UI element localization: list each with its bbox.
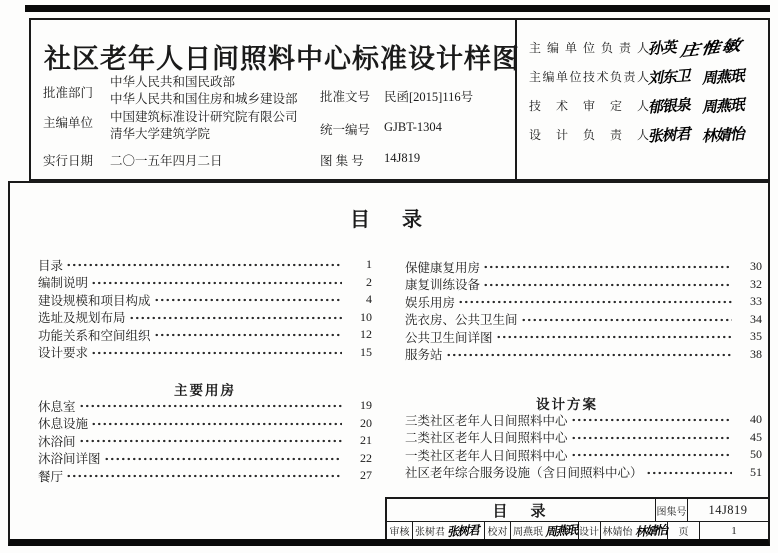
toc-page-number: 27 <box>360 468 372 483</box>
toc-dot-leader <box>571 449 732 461</box>
handwritten-signature: 刘东卫 <box>647 68 693 88</box>
toc-item-title: 保健康复用房 <box>405 260 481 275</box>
field-value-atlas-no: 14J819 <box>384 151 421 165</box>
credit-role-designer: 设计 <box>578 522 600 539</box>
toc-page-number: 30 <box>750 259 762 274</box>
toc-dot-leader <box>91 276 342 288</box>
handwritten-signature: 周燕珉 <box>701 68 747 88</box>
field-value-approval-dept <box>110 74 298 108</box>
toc-item <box>38 467 372 485</box>
toc-page-number: 35 <box>750 329 762 344</box>
toc-page-number: 20 <box>360 415 372 430</box>
toc-item-title: 三类社区老年人日间照料中心 <box>405 413 568 428</box>
toc-dot-leader <box>154 329 342 341</box>
toc-dot-leader <box>104 452 342 464</box>
toc-page-number: 45 <box>750 429 762 444</box>
sheet-title: 目 录 <box>492 502 550 520</box>
toc-page-number: 2 <box>366 274 372 289</box>
toc-item <box>38 274 372 292</box>
field-label-approval-dept: 批准部门 <box>43 86 94 100</box>
toc-page-number: 33 <box>750 294 762 309</box>
field-label-unified-no: 统一编号 <box>320 123 371 137</box>
toc-dot-leader <box>79 435 342 447</box>
toc-dot-leader <box>646 466 732 478</box>
field-label-atlas-no: 图 集 号 <box>320 154 364 168</box>
page-number-value: 1 <box>699 522 768 539</box>
toc-item <box>405 464 762 482</box>
toc-item <box>405 446 762 464</box>
credit-role-reviewer: 审核 <box>389 527 410 538</box>
toc-item-title: 二类社区老年人日间照料中心 <box>405 431 568 446</box>
toc-item-title: 功能关系和空间组织 <box>38 328 151 343</box>
toc-item <box>38 256 372 274</box>
approval-dept-line1: 中华人民共和国民政部 <box>110 75 236 89</box>
toc-item <box>38 344 372 362</box>
toc-item-title: 娱乐用房 <box>405 295 456 310</box>
toc-item <box>405 276 762 294</box>
toc-dot-leader <box>91 417 342 429</box>
chief-editor-line1: 中国建筑标准设计研究院有限公司 <box>110 110 298 124</box>
handwritten-signature: 孙英 <box>647 39 679 59</box>
toc-dot-leader <box>496 331 732 343</box>
chief-editor-line2: 清华大学建筑学院 <box>110 127 211 141</box>
toc-item <box>405 328 762 346</box>
toc-item <box>405 411 762 429</box>
field-value-unified-no: GJBT-1304 <box>384 120 442 134</box>
toc-item <box>405 258 762 276</box>
toc-dot-leader <box>79 400 342 412</box>
toc-page-number: 34 <box>750 311 762 326</box>
credit-name: 林婧怡 <box>602 527 633 538</box>
toc-left-column <box>38 256 372 485</box>
document-title: 社区老年人日间照料中心标准设计样图 <box>44 44 520 74</box>
credit-name: 张树君 <box>415 527 445 538</box>
credit-name-cell <box>510 522 578 539</box>
field-value-approval-no: 民函[2015]116号 <box>384 90 474 104</box>
toc-dot-leader <box>458 296 732 308</box>
toc-item-title: 休息室 <box>38 399 76 414</box>
toc-item-title: 目录 <box>38 258 64 273</box>
signature-role-label: 技术审定人 <box>529 99 649 113</box>
toc-page-number: 1 <box>366 257 372 272</box>
toc-item-title: 洗衣房、公共卫生间 <box>405 313 518 328</box>
toc-item <box>405 293 762 311</box>
toc-dot-leader <box>91 346 342 358</box>
toc-item <box>38 326 372 344</box>
toc-page-number: 15 <box>360 344 372 359</box>
toc-dot-leader <box>483 278 732 290</box>
signature-role-label: 主编单位负责人 <box>529 41 649 55</box>
toc-page-number: 12 <box>360 327 372 342</box>
title-block-top-row <box>387 499 768 522</box>
approval-dept-line2: 中华人民共和国住房和城乡建设部 <box>110 92 298 106</box>
toc-item-title: 沐浴间 <box>38 434 76 449</box>
toc-page-number: 51 <box>750 464 762 479</box>
toc-dot-leader <box>154 294 342 306</box>
credit-name-cell <box>600 522 668 539</box>
handwritten-signature: 郁银泉 <box>647 97 693 117</box>
toc-page-number: 4 <box>366 292 372 307</box>
title-block-credits-row <box>387 522 768 539</box>
toc-item-title: 编制说明 <box>38 276 89 291</box>
header-approval-panel <box>31 20 520 179</box>
toc-page-number: 10 <box>360 309 372 324</box>
signature-row <box>529 62 762 91</box>
handwritten-signature: 张树君 <box>647 126 693 146</box>
toc-page-number: 21 <box>360 433 372 448</box>
credit-name-cell <box>412 522 484 539</box>
toc-item-title: 餐厅 <box>38 469 64 484</box>
toc-dot-leader <box>483 261 732 273</box>
toc-item-title: 沐浴间详图 <box>38 452 101 467</box>
signature-row <box>529 33 762 62</box>
toc-item <box>38 309 372 327</box>
field-label-chief-editor: 主编单位 <box>43 116 94 130</box>
toc-item-title: 建设规模和项目构成 <box>38 293 151 308</box>
handwritten-signature: 林婧怡 <box>701 126 747 146</box>
field-label-effective-date: 实行日期 <box>43 154 94 168</box>
content-frame <box>8 181 770 546</box>
toc-dot-leader <box>571 431 732 443</box>
toc-page-number: 38 <box>750 346 762 361</box>
toc-item <box>38 450 372 468</box>
toc-dot-leader <box>571 414 732 426</box>
page-label: 页 <box>667 522 699 539</box>
handwritten-signature: 周燕珉 <box>701 97 747 117</box>
toc-item <box>38 397 372 415</box>
toc-item-title: 设计要求 <box>38 346 89 361</box>
toc-page-number: 22 <box>360 450 372 465</box>
handwritten-signature: 庄惟敏 <box>677 37 747 61</box>
toc-subheading-design-schemes: 设计方案 <box>536 397 598 412</box>
signature-role-label: 设计负责人 <box>529 128 649 142</box>
toc-dot-leader <box>521 313 732 325</box>
credit-name: 周燕珉 <box>513 527 543 538</box>
field-value-chief-editor <box>110 109 298 143</box>
title-header-block <box>29 18 770 181</box>
toc-item-title: 社区老年综合服务设施（含日间照料中心） <box>405 466 643 481</box>
toc-item <box>405 311 762 329</box>
handwritten-signature: 周燕珉 <box>544 522 579 540</box>
toc-page-number: 40 <box>750 412 762 427</box>
toc-item-title: 服务站 <box>405 348 443 363</box>
field-label-approval-no: 批准文号 <box>320 90 371 104</box>
toc-item <box>38 432 372 450</box>
handwritten-signature: 张树君 <box>446 522 481 540</box>
toc-page-number: 19 <box>360 398 372 413</box>
toc-item <box>38 415 372 433</box>
toc-item-title: 休息设施 <box>38 417 89 432</box>
credit-role-checker: 校对 <box>484 522 510 539</box>
toc-dot-leader <box>129 311 342 323</box>
toc-dot-leader <box>66 259 342 271</box>
toc-item <box>405 346 762 364</box>
toc-item-title: 康复训练设备 <box>405 278 481 293</box>
toc-item <box>405 429 762 447</box>
toc-item-title: 选址及规划布局 <box>38 311 126 326</box>
toc-item-title: 公共卫生间详图 <box>405 330 493 345</box>
atlas-number-label: 图集号 <box>655 499 687 521</box>
signature-row <box>529 91 762 120</box>
toc-item <box>38 291 372 309</box>
toc-heading: 目 录 <box>350 209 428 231</box>
toc-page-number: 50 <box>750 447 762 462</box>
drawing-title-block <box>385 497 768 539</box>
signature-row <box>529 120 762 149</box>
header-signature-panel <box>517 20 768 179</box>
toc-subheading-main-rooms: 主要用房 <box>174 383 236 398</box>
signature-role-label: 主编单位技术负责人 <box>529 70 649 84</box>
top-heavy-rule <box>25 5 770 12</box>
toc-page-number: 32 <box>750 276 762 291</box>
toc-dot-leader <box>446 348 732 360</box>
toc-dot-leader <box>66 470 342 482</box>
toc-item-title: 一类社区老年人日间照料中心 <box>405 448 568 463</box>
handwritten-signature: 林婧怡 <box>634 522 669 540</box>
field-value-effective-date: 二〇一五年四月二日 <box>110 154 223 168</box>
atlas-number-value: 14J819 <box>687 499 768 521</box>
toc-right-column <box>405 258 762 481</box>
